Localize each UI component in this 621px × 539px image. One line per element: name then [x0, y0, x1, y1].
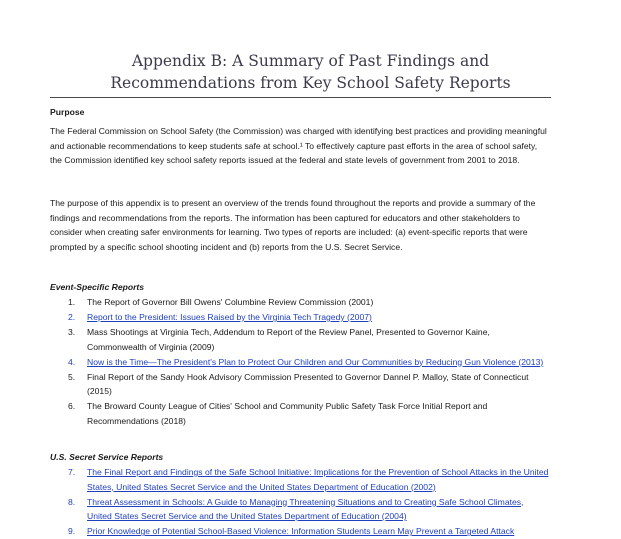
- title-line-2: Recommendations from Key School Safety Reports: [110, 74, 511, 92]
- report-item: [50, 370, 550, 399]
- purpose-paragraph-1: The Federal Commission on School Safety (the Commission) was charged with identifying best practices and providing meaningful and actionable recommendations to keep students safe at school.¹ To effectively capture past efforts in the area of school safety, the Commission identified key school safety reports issued at the federal and state levels of government from 2001 to 2018.: [50, 126, 547, 166]
- report-item: [50, 310, 550, 325]
- secret-service-heading: U.S. Secret Service Reports: [50, 452, 164, 462]
- purpose-paragraph-2: The purpose of this appendix is to present an overview of the trends found throughout the reports and provide a summary of the findings and recommendations from the reports. The information has been captured for educators and other stakeholders to consider when creating safer environments for learning. Two types of reports are included: (a) event-specific reports that were prompted by a specific school shooting incident and (b) reports from the U.S. Secret Service.: [50, 198, 536, 252]
- page-title: [40, 50, 581, 94]
- report-number: 6.: [68, 401, 76, 412]
- report-link[interactable]: Report to the President: Issues Raised by the Virginia Tech Tragedy (2007): [87, 311, 372, 322]
- report-title: The Report of Governor Bill Owens' Columbine Review Commission (2001): [87, 297, 374, 307]
- report-title: Final Report of the Sandy Hook Advisory Commission Presented to Governor Dannel P. Malloy, State of Connecticut (2015): [87, 371, 529, 397]
- report-link[interactable]: Threat Assessment in Schools: A Guide to Managing Threatening Situations and to Creating Safe School Climates, United States Secret Service and the United States Department of Education (2004): [87, 496, 524, 522]
- report-item: [50, 495, 550, 524]
- report-item: [50, 465, 550, 494]
- report-number: 8.: [68, 496, 76, 507]
- report-number: 7.: [68, 467, 76, 477]
- event-specific-list: [50, 295, 550, 429]
- report-link[interactable]: The Final Report and Findings of the Safe School Initiative: Implications for the Prevention of School Attacks in the United States, United States Secret Service and the United States Department of Education (2002): [87, 467, 549, 492]
- report-item: [50, 325, 550, 354]
- report-item: [50, 295, 550, 310]
- event-specific-heading: Event-Specific Reports: [50, 282, 145, 292]
- report-number: 1.: [68, 297, 76, 307]
- report-link[interactable]: Prior Knowledge of Potential School-Based Violence: Information Students Learn May Prevent a Targeted Attack: [87, 526, 515, 537]
- report-title: Mass Shootings at Virginia Tech, Addendum to Report of the Review Panel, Presented to Governor Kaine, Commonwealth of Virginia (2009): [87, 326, 490, 352]
- report-number: 5.: [68, 371, 76, 382]
- secret-service-list: [50, 465, 550, 539]
- report-number: 4.: [68, 356, 76, 367]
- title-divider: [50, 97, 551, 98]
- report-title: The Broward County League of Cities' School and Community Public Safety Task Force Initial Report and Recommendations (2018): [87, 401, 488, 426]
- title-line-1: Appendix B: A Summary of Past Findings and: [131, 52, 490, 70]
- report-number: 2.: [68, 311, 76, 322]
- purpose-heading: Purpose: [50, 107, 85, 117]
- report-link[interactable]: Now is the Time—The President's Plan to Protect Our Children and Our Communities by Reducing Gun Violence (2013): [87, 356, 544, 367]
- report-item: [50, 355, 550, 370]
- report-number: 3.: [68, 326, 76, 337]
- report-item: [50, 524, 550, 539]
- report-item: [50, 399, 550, 428]
- report-number: 9.: [68, 526, 76, 537]
